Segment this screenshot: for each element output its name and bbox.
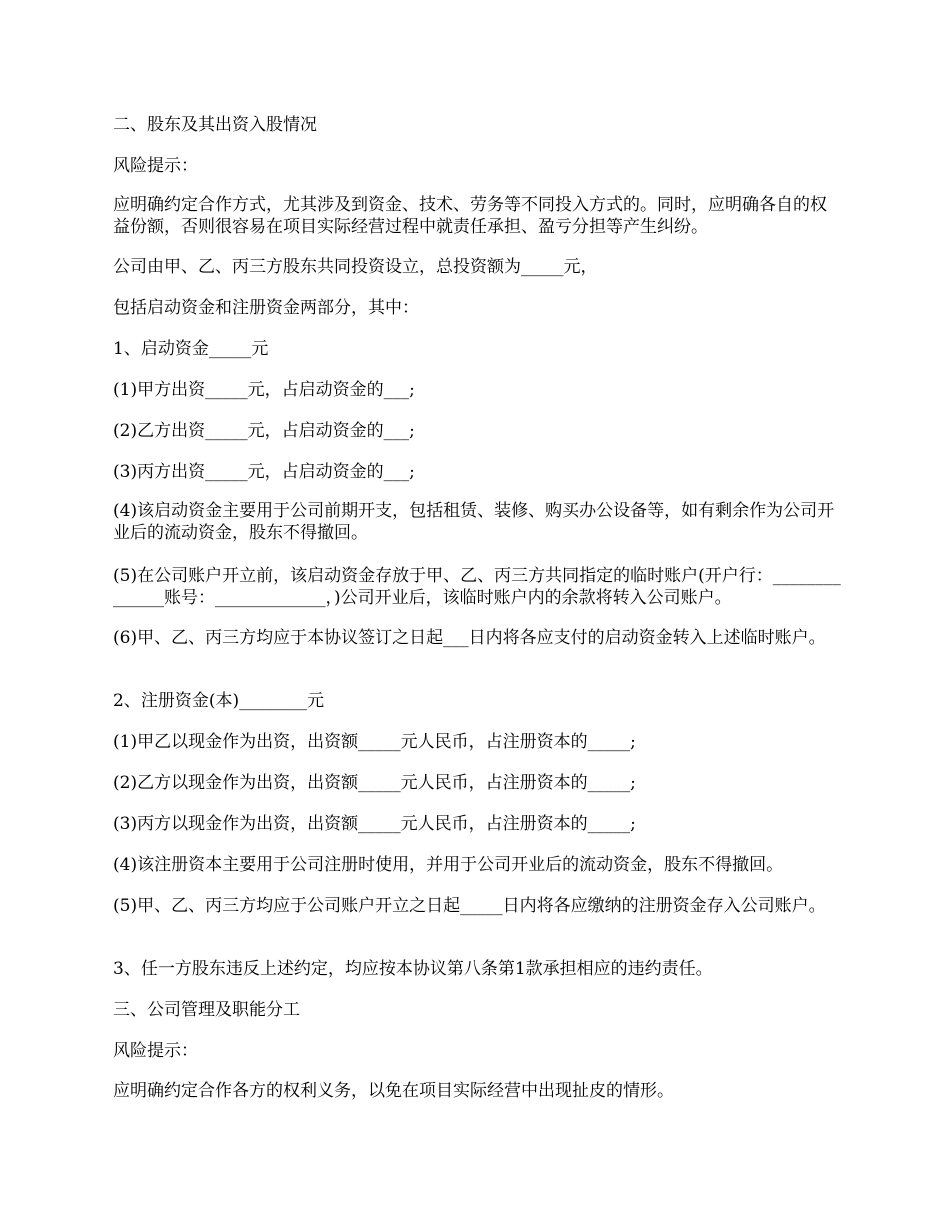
clause-registered-1: (1)甲乙以现金作为出资，出资额_____元人民币，占注册资本的_____; <box>113 732 636 752</box>
section-heading-shareholders: 二、股东及其出资入股情况 <box>113 115 317 135</box>
risk-label: 风险提示： <box>113 156 198 176</box>
clause-startup-2: (2)乙方出资_____元，占启动资金的___; <box>113 421 415 441</box>
clause-startup-5: (5)在公司账户开立前，该启动资金存放于甲、乙、丙三方共同指定的临时账户(开户行：______________账号：_____________，)公司开业后，该临时账户内的余款将转入公司账户。 <box>113 566 841 608</box>
clause-startup-3: (3)丙方出资_____元，占启动资金的___; <box>113 462 415 482</box>
clause-breach: 3、任一方股东违反上述约定，均应按本协议第八条第1款承担相应的违约责任。 <box>113 959 713 979</box>
clause-startup-1: (1)甲方出资_____元，占启动资金的___; <box>113 380 415 400</box>
clause-registered-capital: 2、注册资金(本)________元 <box>113 691 325 711</box>
clause-registered-2: (2)乙方以现金作为出资，出资额_____元人民币，占注册资本的_____; <box>113 773 636 793</box>
clause-startup-capital: 1、启动资金_____元 <box>113 339 269 359</box>
section-heading-management: 三、公司管理及职能分工 <box>113 1000 300 1020</box>
clause-registered-3: (3)丙方以现金作为出资，出资额_____元人民币，占注册资本的_____; <box>113 814 636 834</box>
clause-startup-4: (4)该启动资金主要用于公司前期开支，包括租赁、装修、购买办公设备等，如有剩余作为公司开业后的流动资金，股东不得撤回。 <box>113 501 835 543</box>
clause-registered-4: (4)该注册资本主要用于公司注册时使用，并用于公司开业后的流动资金，股东不得撤回。 <box>113 855 784 875</box>
risk-text: 应明确约定合作方式，尤其涉及到资金、技术、劳务等不同投入方式的。同时，应明确各自的权益份额，否则很容易在项目实际经营过程中就责任承担、盈亏分担等产生纠纷。 <box>113 195 827 237</box>
paragraph-total-investment: 公司由甲、乙、丙三方股东共同投资设立，总投资额为_____元， <box>113 257 598 277</box>
risk-label-2: 风险提示： <box>113 1041 198 1061</box>
risk-text-2: 应明确约定合作各方的权利义务，以免在项目实际经营中出现扯皮的情形。 <box>113 1081 674 1101</box>
clause-registered-5: (5)甲、乙、丙三方均应于公司账户开立之日起_____日内将各应缴纳的注册资金存入公司账户。 <box>113 896 826 916</box>
clause-startup-6: (6)甲、乙、丙三方均应于本协议签订之日起___日内将各应支付的启动资金转入上述临时账户。 <box>113 628 826 648</box>
paragraph-capital-parts: 包括启动资金和注册资金两部分，其中： <box>113 298 419 318</box>
